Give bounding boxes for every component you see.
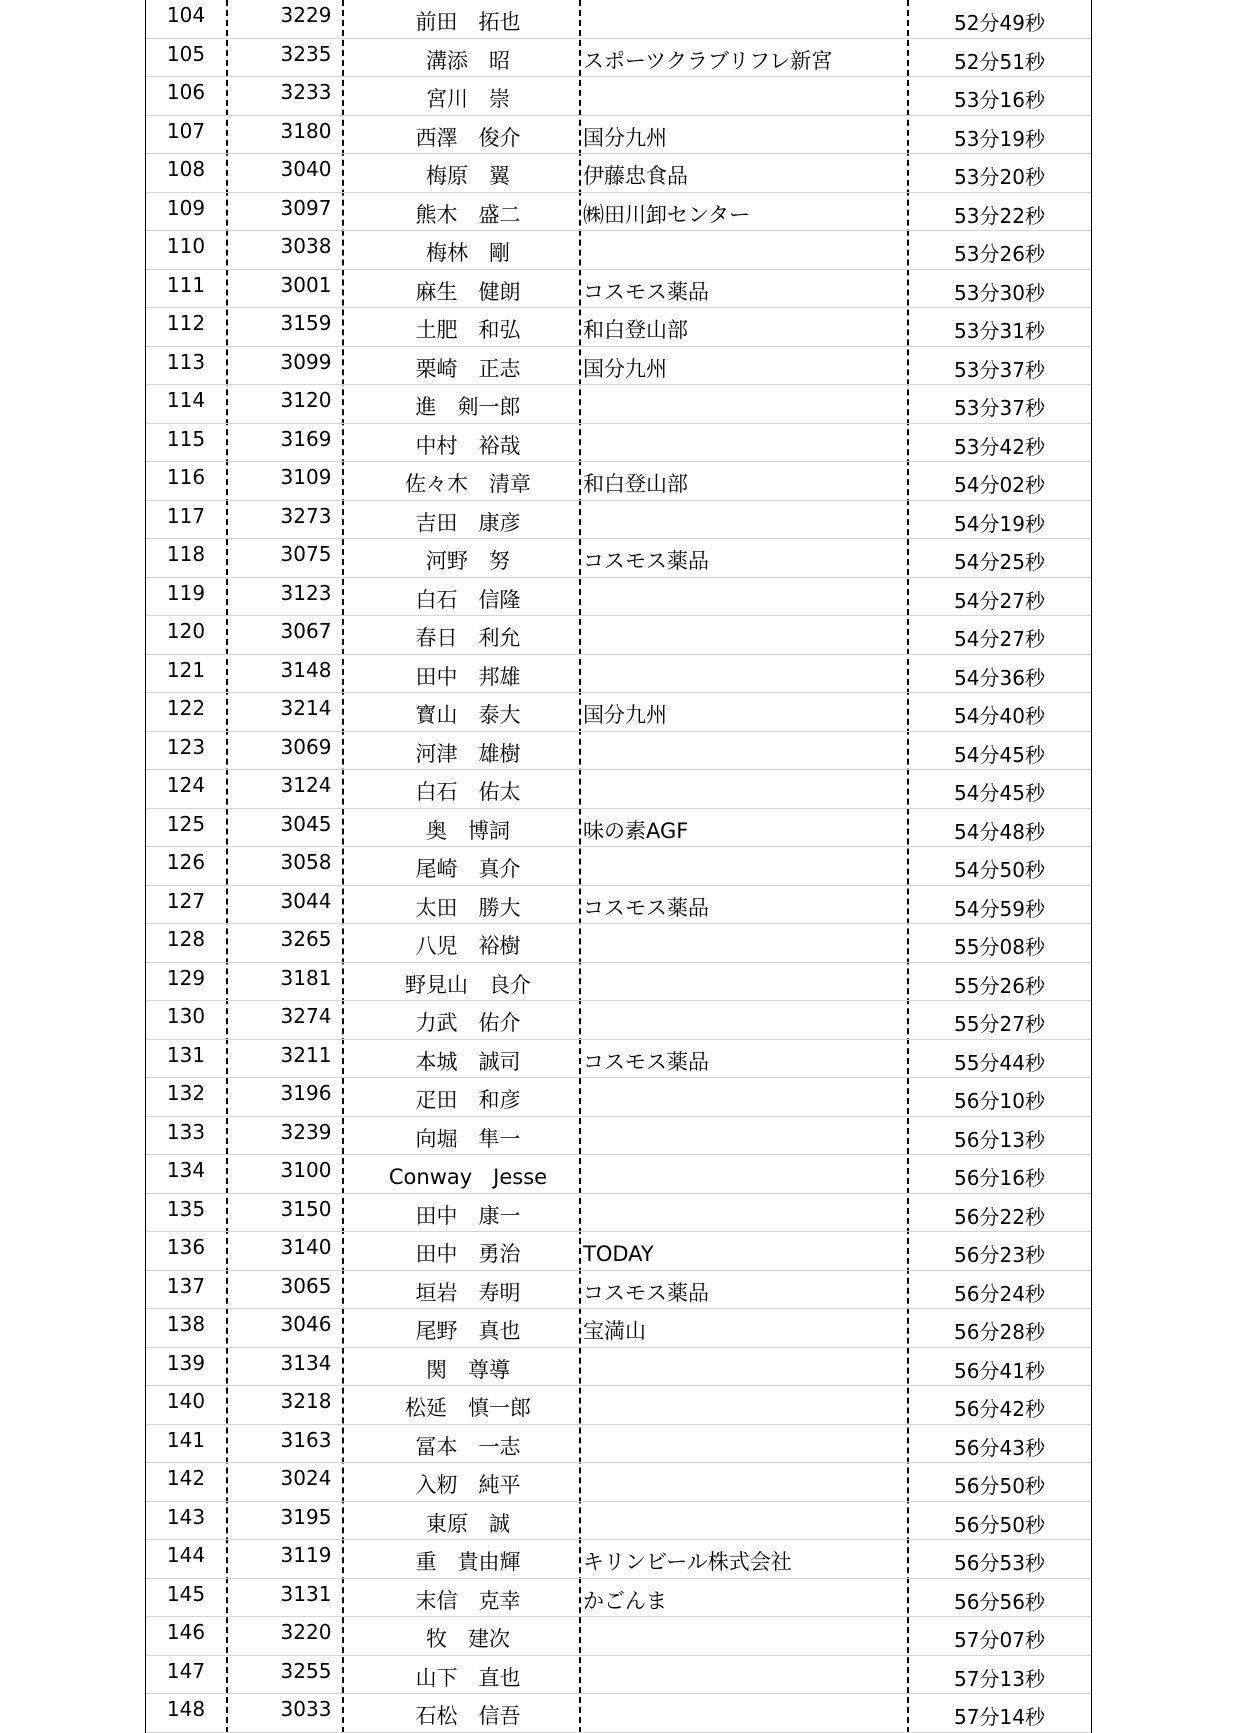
finish-time-cell: 53分22秒	[954, 203, 1045, 228]
rank-cell: 138	[166, 1312, 206, 1336]
team-name-cell	[583, 501, 903, 539]
table-row	[146, 77, 1091, 116]
table-row	[146, 1348, 1091, 1387]
team-name-cell	[583, 1656, 903, 1694]
bib-number-cell: 3119	[280, 1543, 332, 1567]
finish-time-cell: 57分14秒	[954, 1705, 1045, 1729]
table-row	[146, 116, 1091, 155]
finish-time-cell: 53分19秒	[954, 126, 1045, 151]
finish-time-cell: 55分26秒	[954, 973, 1045, 998]
table-row	[146, 616, 1091, 655]
finish-time-cell: 53分20秒	[954, 165, 1045, 189]
table-row	[146, 1579, 1091, 1618]
runner-name-cell: 力武 佑介	[415, 1011, 521, 1035]
table-row	[146, 385, 1091, 424]
table-row	[146, 1540, 1091, 1579]
team-name-cell: 和白登山部	[583, 472, 688, 496]
runner-name-cell: 白石 信隆	[415, 587, 521, 612]
runner-name-cell: 垣岩 寿明	[415, 1280, 521, 1305]
table-row	[146, 270, 1091, 309]
bib-number-cell: 3218	[280, 1389, 332, 1413]
runner-name-cell: 尾崎 真介	[415, 857, 521, 881]
team-name-cell: 伊藤忠食品	[583, 164, 688, 188]
bib-number-cell: 3045	[280, 811, 332, 836]
rank-cell: 116	[166, 465, 206, 489]
finish-time-cell: 56分10秒	[954, 1089, 1045, 1113]
finish-time-cell: 54分40秒	[954, 704, 1045, 728]
team-name-cell: スポーツクラブリフレ新宮	[583, 48, 833, 73]
finish-time-cell: 56分28秒	[954, 1320, 1045, 1344]
team-name-cell	[583, 1194, 903, 1232]
table-row	[146, 462, 1091, 501]
bib-number-cell: 3097	[280, 195, 332, 220]
rank-cell: 112	[166, 311, 206, 335]
rank-cell: 132	[166, 1081, 206, 1105]
finish-time-cell: 56分22秒	[954, 1204, 1045, 1229]
finish-time-cell: 55分08秒	[954, 935, 1045, 959]
rank-cell: 141	[166, 1427, 206, 1452]
bib-number-cell: 3134	[280, 1350, 332, 1375]
runner-name-cell: 麻生 健朗	[415, 279, 521, 304]
table-row	[146, 1117, 1091, 1156]
bib-number-cell: 3069	[280, 734, 332, 759]
finish-time-cell: 54分02秒	[954, 473, 1045, 497]
finish-time-cell: 54分48秒	[954, 819, 1045, 844]
runner-name-cell: 八児 裕樹	[415, 934, 521, 958]
finish-time-cell: 53分30秒	[954, 280, 1045, 305]
team-name-cell: コスモス薬品	[583, 895, 709, 920]
team-name-cell	[583, 1617, 903, 1655]
table-row	[146, 501, 1091, 540]
table-row	[146, 924, 1091, 963]
table-row	[146, 347, 1091, 386]
rank-cell: 113	[166, 349, 206, 374]
team-name-cell	[583, 385, 903, 423]
table-row	[146, 655, 1091, 694]
team-name-cell: かごんま	[583, 1588, 667, 1613]
table-row	[146, 231, 1091, 270]
runner-name-cell: 吉田 康彦	[415, 510, 521, 535]
team-name-cell	[583, 616, 903, 654]
rank-cell: 129	[166, 965, 206, 990]
team-name-cell: 国分九州	[583, 356, 667, 381]
bib-number-cell: 3024	[280, 1466, 332, 1490]
runner-name-cell: 奥 博詞	[426, 818, 510, 843]
bib-number-cell: 3038	[280, 234, 332, 258]
runner-name-cell: 熊木 盛二	[415, 202, 521, 227]
table-row	[146, 1194, 1091, 1233]
team-name-cell	[583, 1386, 903, 1424]
team-name-cell: 和白登山部	[583, 318, 688, 342]
finish-time-cell: 53分37秒	[954, 396, 1045, 420]
table-row	[146, 1425, 1091, 1464]
runner-name-cell: 松延 慎一郎	[405, 1396, 531, 1420]
rank-cell: 126	[166, 850, 206, 874]
rank-cell: 108	[166, 157, 206, 181]
runner-name-cell: 中村 裕哉	[415, 433, 521, 458]
team-name-cell	[583, 1117, 903, 1155]
runner-name-cell: 春日 利允	[415, 626, 521, 650]
rank-cell: 127	[166, 888, 206, 913]
team-name-cell	[583, 770, 903, 808]
bib-number-cell: 3046	[280, 1312, 332, 1336]
team-name-cell: ㈱田川卸センター	[583, 202, 751, 227]
rank-cell: 105	[166, 41, 206, 66]
bib-number-cell: 3148	[280, 657, 332, 682]
rank-cell: 118	[166, 542, 206, 566]
rank-cell: 119	[166, 580, 206, 605]
rank-cell: 131	[166, 1042, 206, 1067]
runner-name-cell: 冨本 一志	[415, 1434, 521, 1459]
table-row	[146, 693, 1091, 732]
finish-time-cell: 56分42秒	[954, 1397, 1045, 1421]
runner-name-cell: Conway Jesse	[388, 1165, 548, 1189]
team-name-cell	[583, 424, 903, 462]
table-row	[146, 770, 1091, 809]
finish-time-cell: 54分45秒	[954, 742, 1045, 767]
bib-number-cell: 3100	[280, 1158, 332, 1182]
bib-number-cell: 3195	[280, 1504, 332, 1529]
rank-cell: 115	[166, 426, 206, 451]
rank-cell: 134	[166, 1158, 206, 1182]
team-name-cell: 国分九州	[583, 125, 667, 150]
bib-number-cell: 3239	[280, 1119, 332, 1144]
team-name-cell: 宝満山	[583, 1319, 646, 1343]
table-row	[146, 39, 1091, 78]
runner-name-cell: 土肥 和弘	[415, 318, 521, 342]
table-row	[146, 1617, 1091, 1656]
team-name-cell	[583, 0, 903, 38]
rank-cell: 122	[166, 696, 206, 720]
runner-name-cell: 本城 誠司	[415, 1049, 521, 1074]
rank-cell: 136	[166, 1235, 206, 1259]
bib-number-cell: 3124	[280, 773, 332, 797]
team-name-cell	[583, 231, 903, 269]
bib-number-cell: 3044	[280, 888, 332, 913]
runner-name-cell: 末信 克幸	[415, 1588, 521, 1613]
finish-time-cell: 53分26秒	[954, 242, 1045, 266]
rank-cell: 123	[166, 734, 206, 759]
team-name-cell	[583, 1348, 903, 1386]
runner-name-cell: 田中 康一	[415, 1203, 521, 1228]
team-name-cell: 国分九州	[583, 703, 667, 727]
runner-name-cell: 入籾 純平	[415, 1473, 521, 1497]
runner-name-cell: 田中 勇治	[415, 1242, 521, 1266]
rank-cell: 124	[166, 773, 206, 797]
table-row	[146, 424, 1091, 463]
bib-number-cell: 3181	[280, 965, 332, 990]
runner-name-cell: 梅林 剛	[426, 241, 510, 265]
table-row	[146, 1502, 1091, 1541]
table-row	[146, 539, 1091, 578]
table-row	[146, 1040, 1091, 1079]
finish-time-cell: 53分42秒	[954, 434, 1045, 459]
bib-number-cell: 3067	[280, 619, 332, 643]
runner-name-cell: 関 尊導	[426, 1357, 510, 1382]
results-table	[145, 0, 1092, 1733]
runner-name-cell: 東原 誠	[426, 1511, 510, 1536]
finish-time-cell: 53分16秒	[954, 88, 1045, 112]
table-row	[146, 1155, 1091, 1194]
team-name-cell	[583, 1078, 903, 1116]
table-row	[146, 1078, 1091, 1117]
finish-time-cell: 53分31秒	[954, 319, 1045, 343]
team-name-cell	[583, 1155, 903, 1193]
runner-name-cell: 向堀 隼一	[415, 1126, 521, 1151]
finish-time-cell: 54分27秒	[954, 627, 1045, 651]
team-name-cell: コスモス薬品	[583, 549, 709, 573]
bib-number-cell: 3163	[280, 1427, 332, 1452]
finish-time-cell: 56分50秒	[954, 1512, 1045, 1537]
rank-cell: 121	[166, 657, 206, 682]
rank-cell: 111	[166, 272, 206, 297]
runner-name-cell: 野見山 良介	[405, 972, 531, 997]
table-row	[146, 308, 1091, 347]
finish-time-cell: 56分56秒	[954, 1589, 1045, 1614]
finish-time-cell: 54分45秒	[954, 781, 1045, 805]
table-row	[146, 193, 1091, 232]
runner-name-cell: 石松 信吾	[415, 1704, 521, 1728]
runner-name-cell: 宮川 崇	[426, 87, 510, 111]
bib-number-cell: 3075	[280, 542, 332, 566]
team-name-cell	[583, 1502, 903, 1540]
rank-cell: 133	[166, 1119, 206, 1144]
team-name-cell: キリンビール株式会社	[583, 1550, 792, 1574]
bib-number-cell: 3058	[280, 850, 332, 874]
bib-number-cell: 3033	[280, 1697, 332, 1721]
rank-cell: 109	[166, 195, 206, 220]
bib-number-cell: 3120	[280, 388, 332, 412]
finish-time-cell: 57分13秒	[954, 1666, 1045, 1691]
runner-name-cell: 尾野 真也	[415, 1319, 521, 1343]
rank-cell: 104	[166, 3, 206, 27]
bib-number-cell: 3150	[280, 1196, 332, 1221]
bib-number-cell: 3131	[280, 1581, 332, 1606]
rank-cell: 146	[166, 1620, 206, 1644]
rank-cell: 137	[166, 1273, 206, 1298]
table-row	[146, 732, 1091, 771]
team-name-cell: コスモス薬品	[583, 1280, 709, 1305]
finish-time-cell: 56分50秒	[954, 1474, 1045, 1498]
table-row	[146, 886, 1091, 925]
bib-number-cell: 3001	[280, 272, 332, 297]
bib-number-cell: 3065	[280, 1273, 332, 1298]
runner-name-cell: 太田 勝大	[415, 895, 521, 920]
finish-time-cell: 52分49秒	[954, 11, 1045, 35]
table-row	[146, 809, 1091, 848]
finish-time-cell: 56分13秒	[954, 1127, 1045, 1152]
runner-name-cell: 進 剣一郎	[415, 395, 521, 419]
table-row	[146, 1656, 1091, 1695]
finish-time-cell: 54分19秒	[954, 511, 1045, 536]
runner-name-cell: 西澤 俊介	[415, 125, 521, 150]
bib-number-cell: 3274	[280, 1004, 332, 1028]
bib-number-cell: 3255	[280, 1658, 332, 1683]
bib-number-cell: 3099	[280, 349, 332, 374]
team-name-cell	[583, 847, 903, 885]
rank-cell: 139	[166, 1350, 206, 1375]
team-name-cell	[583, 732, 903, 770]
runner-name-cell: 前田 拓也	[415, 10, 521, 34]
finish-time-cell: 57分07秒	[954, 1628, 1045, 1652]
finish-time-cell: 54分27秒	[954, 588, 1045, 613]
rank-cell: 148	[166, 1697, 206, 1721]
runner-name-cell: 白石 佑太	[415, 780, 521, 804]
bib-number-cell: 3040	[280, 157, 332, 181]
rank-cell: 130	[166, 1004, 206, 1028]
bib-number-cell: 3229	[280, 3, 332, 27]
rank-cell: 143	[166, 1504, 206, 1529]
runner-name-cell: 溝添 昭	[426, 48, 510, 73]
team-name-cell	[583, 578, 903, 616]
table-row	[146, 847, 1091, 886]
runner-name-cell: 梅原 翼	[426, 164, 510, 188]
finish-time-cell: 56分16秒	[954, 1166, 1045, 1190]
finish-time-cell: 56分24秒	[954, 1281, 1045, 1306]
rank-cell: 107	[166, 118, 206, 143]
bib-number-cell: 3123	[280, 580, 332, 605]
rank-cell: 147	[166, 1658, 206, 1683]
bib-number-cell: 3109	[280, 465, 332, 489]
team-name-cell: コスモス薬品	[583, 1049, 709, 1074]
rank-cell: 128	[166, 927, 206, 951]
bib-number-cell: 3180	[280, 118, 332, 143]
team-name-cell	[583, 655, 903, 693]
table-row	[146, 1386, 1091, 1425]
team-name-cell: コスモス薬品	[583, 279, 709, 304]
bib-number-cell: 3169	[280, 426, 332, 451]
finish-time-cell: 54分59秒	[954, 896, 1045, 921]
bib-number-cell: 3233	[280, 80, 332, 104]
finish-time-cell: 56分53秒	[954, 1551, 1045, 1575]
bib-number-cell: 3211	[280, 1042, 332, 1067]
bib-number-cell: 3140	[280, 1235, 332, 1259]
runner-name-cell: 疋田 和彦	[415, 1088, 521, 1112]
runner-name-cell: 栗崎 正志	[415, 356, 521, 381]
finish-time-cell: 55分27秒	[954, 1012, 1045, 1036]
finish-time-cell: 56分43秒	[954, 1435, 1045, 1460]
rank-cell: 106	[166, 80, 206, 104]
table-row	[146, 154, 1091, 193]
bib-number-cell: 3265	[280, 927, 332, 951]
rank-cell: 117	[166, 503, 206, 528]
table-row	[146, 1309, 1091, 1348]
runner-name-cell: 重 貴由輝	[415, 1550, 521, 1574]
table-row	[146, 0, 1091, 39]
rank-cell: 125	[166, 811, 206, 836]
finish-time-cell: 56分41秒	[954, 1358, 1045, 1383]
rank-cell: 140	[166, 1389, 206, 1413]
table-row	[146, 1694, 1091, 1733]
bib-number-cell: 3235	[280, 41, 332, 66]
finish-time-cell: 54分25秒	[954, 550, 1045, 574]
team-name-cell	[583, 1425, 903, 1463]
team-name-cell	[583, 924, 903, 962]
finish-time-cell: 55分44秒	[954, 1050, 1045, 1075]
runner-name-cell: 田中 邦雄	[415, 664, 521, 689]
bib-number-cell: 3220	[280, 1620, 332, 1644]
table-row	[146, 1463, 1091, 1502]
finish-time-cell: 56分23秒	[954, 1243, 1045, 1267]
team-name-cell	[583, 1001, 903, 1039]
team-name-cell	[583, 963, 903, 1001]
bib-number-cell: 3159	[280, 311, 332, 335]
team-name-cell	[583, 1463, 903, 1501]
finish-time-cell: 54分50秒	[954, 858, 1045, 882]
rank-cell: 142	[166, 1466, 206, 1490]
runner-name-cell: 山下 直也	[415, 1665, 521, 1690]
rank-cell: 145	[166, 1581, 206, 1606]
runner-name-cell: 寳山 泰大	[415, 703, 521, 727]
rank-cell: 135	[166, 1196, 206, 1221]
team-name-cell: 味の素AGF	[583, 818, 689, 843]
rank-cell: 144	[166, 1543, 206, 1567]
team-name-cell	[583, 1694, 903, 1732]
runner-name-cell: 河野 努	[426, 549, 510, 573]
runner-name-cell: 佐々木 清章	[405, 472, 531, 496]
table-row	[146, 963, 1091, 1002]
finish-time-cell: 52分51秒	[954, 49, 1045, 74]
table-row	[146, 1232, 1091, 1271]
table-row	[146, 578, 1091, 617]
finish-time-cell: 54分36秒	[954, 665, 1045, 690]
rank-cell: 110	[166, 234, 206, 258]
bib-number-cell: 3196	[280, 1081, 332, 1105]
runner-name-cell: 牧 建次	[426, 1627, 510, 1651]
finish-time-cell: 53分37秒	[954, 357, 1045, 382]
table-row	[146, 1001, 1091, 1040]
rank-cell: 114	[166, 388, 206, 412]
team-name-cell: TODAY	[583, 1242, 654, 1266]
rank-cell: 120	[166, 619, 206, 643]
bib-number-cell: 3214	[280, 696, 332, 720]
runner-name-cell: 河津 雄樹	[415, 741, 521, 766]
table-row	[146, 1271, 1091, 1310]
bib-number-cell: 3273	[280, 503, 332, 528]
team-name-cell	[583, 77, 903, 115]
